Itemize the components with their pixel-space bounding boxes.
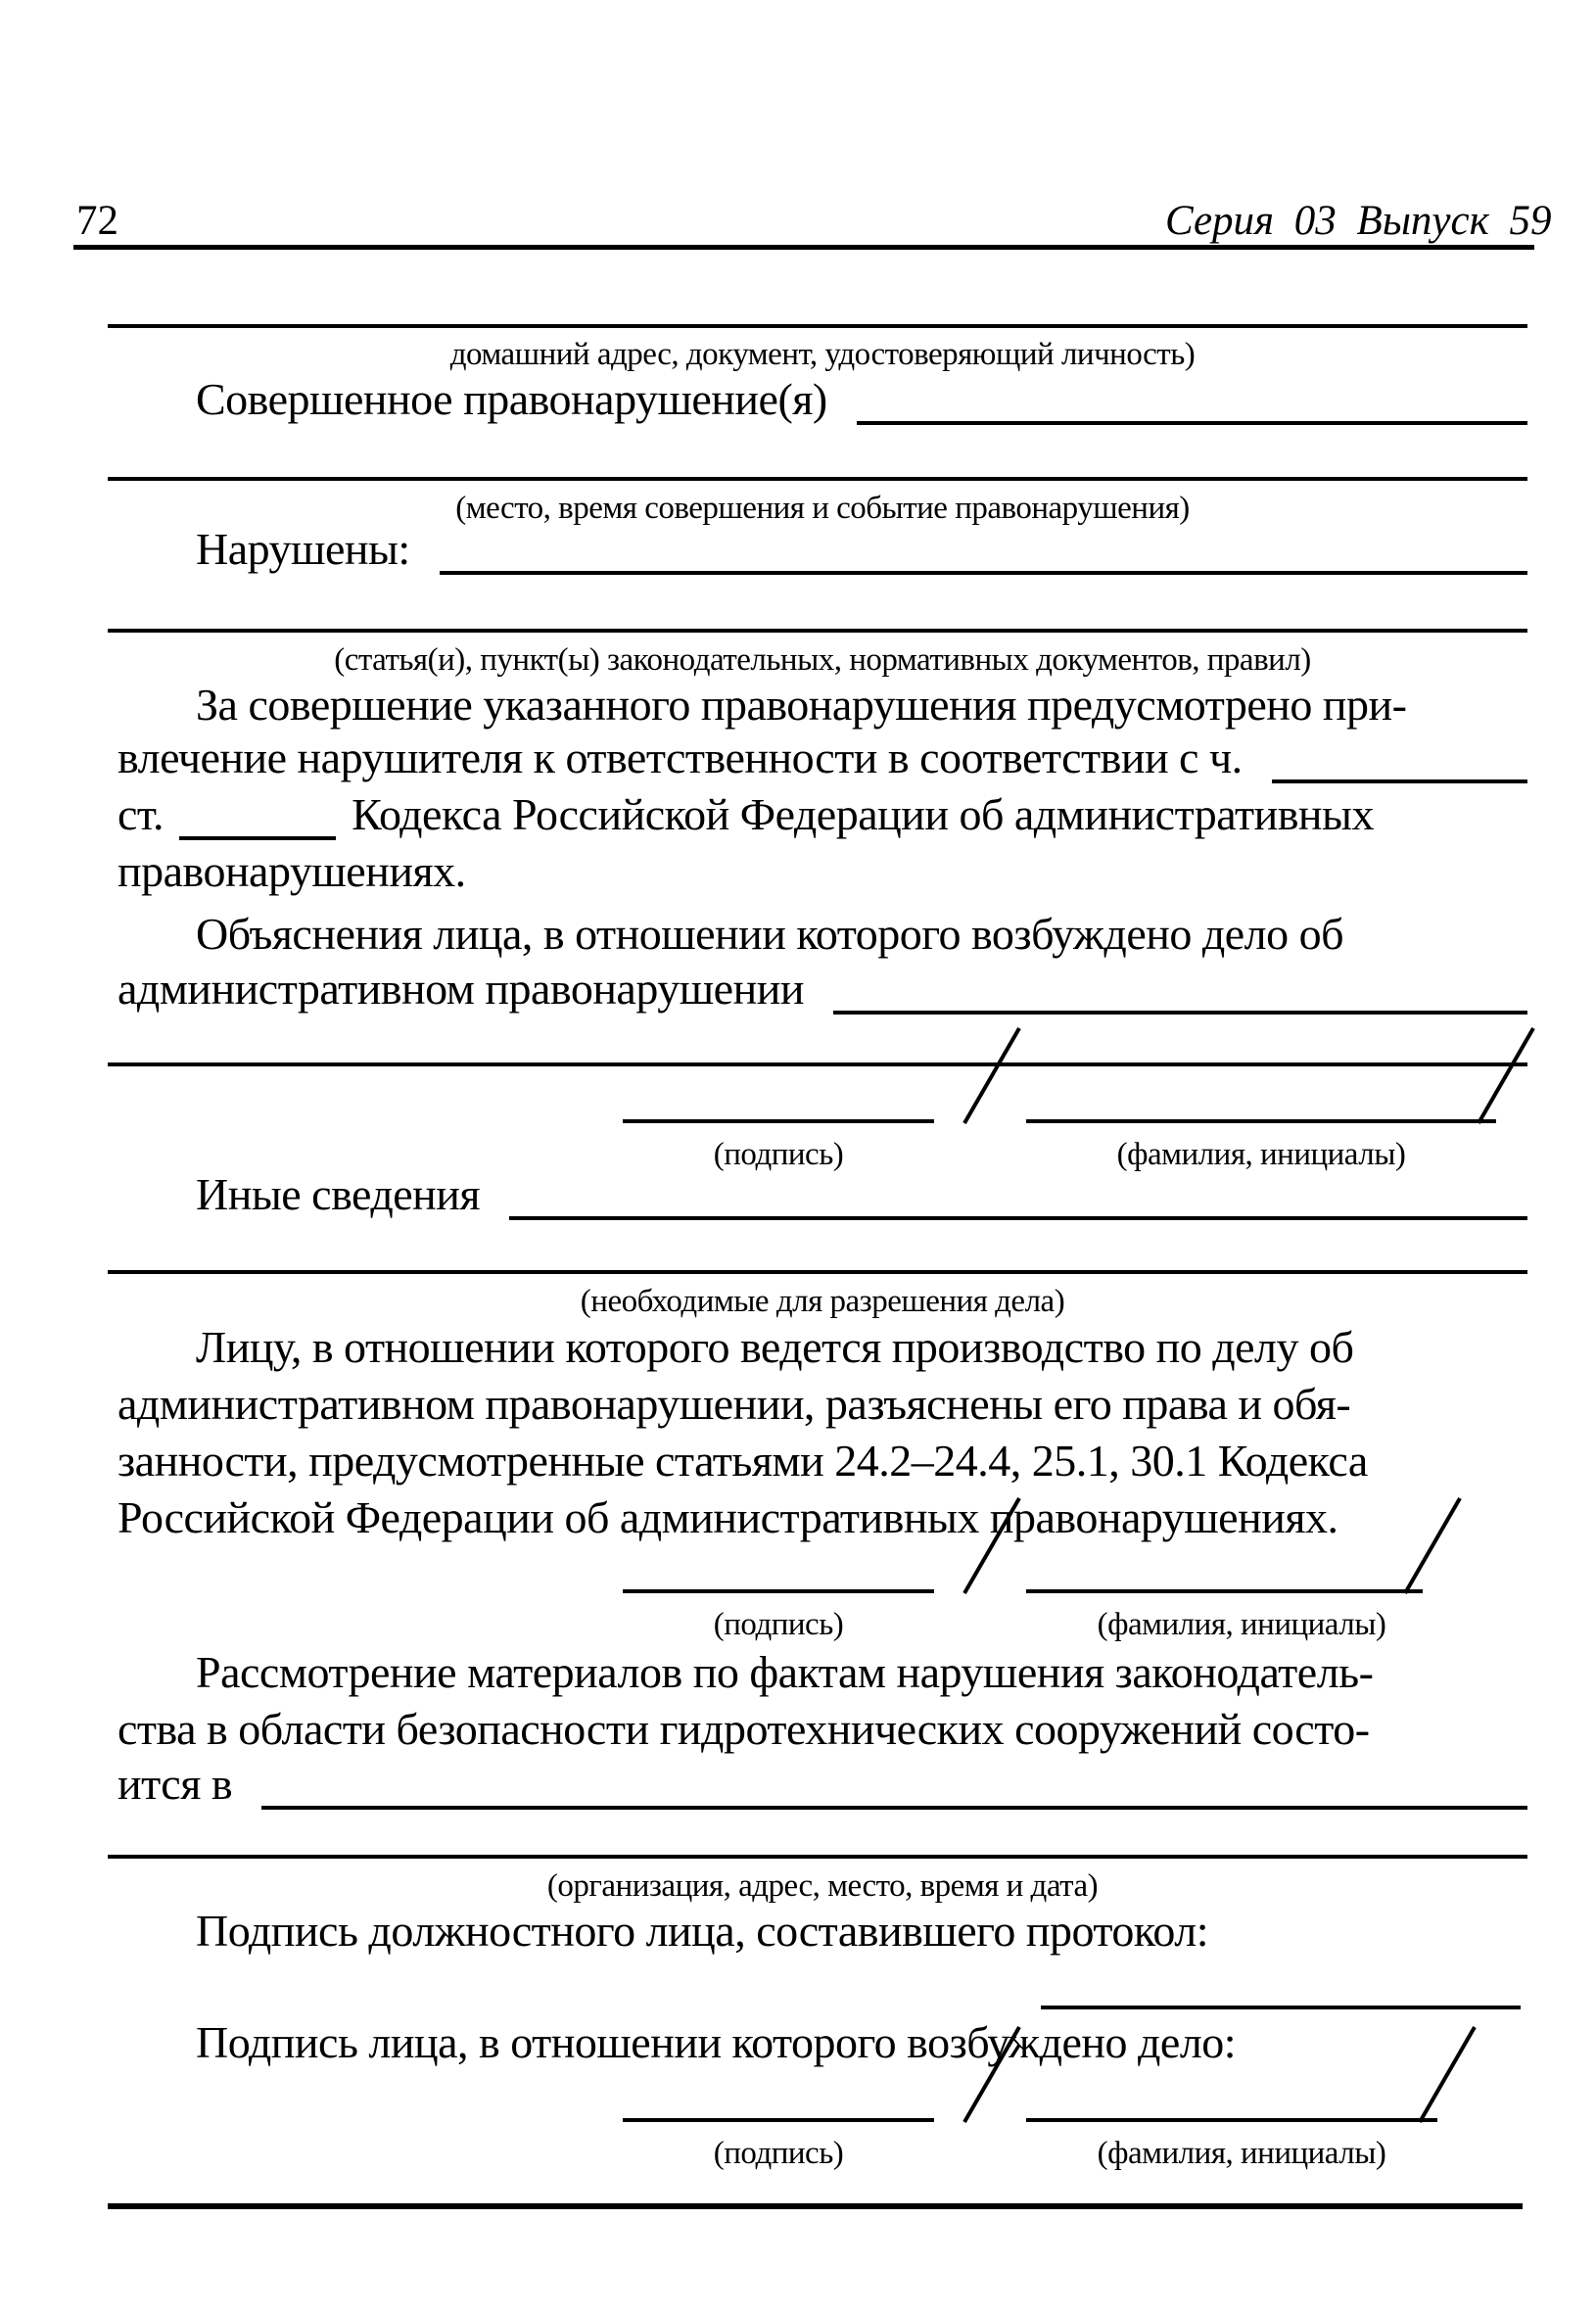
person-signature-label: Подпись лица, в отношении которого возбуждено дело:	[196, 2017, 1237, 2067]
signature2-sign-line	[623, 1589, 934, 1593]
liability-line3-post: Кодекса Российской Федерации об административных	[352, 789, 1374, 839]
blank-line-case	[108, 1270, 1527, 1274]
review-line1: Рассмотрение материалов по фактам нарушения законодатель-	[196, 1647, 1374, 1697]
liability-line4: правонарушениях.	[117, 846, 466, 896]
committed-offense-blank	[857, 370, 1527, 425]
review-place-blank	[261, 1755, 1527, 1810]
liability-line2-row	[117, 732, 1527, 783]
field-committed-offense	[196, 374, 1527, 425]
signature1-name-caption: (фамилия, инициалы)	[1116, 1137, 1406, 1172]
rights-line4: Российской Федерации об административных правонарушениях.	[117, 1492, 1338, 1542]
committed-offense-label: Совершенное правонарушение(я)	[196, 374, 827, 424]
review-line3: ится в	[117, 1759, 233, 1809]
bottom-blank-line	[108, 2203, 1523, 2209]
signature2-name-caption: (фамилия, инициалы)	[1097, 1607, 1386, 1642]
review-line3-row	[117, 1759, 1527, 1810]
signature1-name-line	[1026, 1119, 1496, 1123]
field-violated	[196, 524, 1527, 575]
official-signature-blank	[1041, 2006, 1521, 2009]
violated-label: Нарушены:	[196, 524, 410, 574]
signature3-name-caption: (фамилия, инициалы)	[1097, 2136, 1386, 2171]
official-signature-label: Подпись должностного лица, составившего протокол:	[196, 1906, 1209, 1956]
caption-identity: домашний адрес, документ, удостоверяющий личность)	[449, 337, 1196, 372]
liability-line3-row	[117, 789, 1527, 840]
other-info-blank	[509, 1165, 1527, 1220]
liability-line1: За совершение указанного правонарушения предусмотрено при-	[196, 680, 1407, 730]
signature1-sign-line	[623, 1119, 934, 1123]
part-number-blank	[1272, 729, 1527, 783]
blank-line-place	[108, 477, 1527, 481]
slash-separator	[962, 1027, 1020, 1124]
blank-line-org	[108, 1855, 1527, 1859]
signature2-sign-caption: (подпись)	[713, 1607, 844, 1642]
blank-line-identity	[108, 324, 1527, 328]
caption-case: (необходимые для разрешения дела)	[580, 1284, 1065, 1319]
slash-end-mark	[1418, 2026, 1476, 2123]
rights-line1: Лицу, в отношении которого ведется производство по делу об	[196, 1322, 1354, 1372]
explanations-continuation-line	[108, 1062, 1527, 1066]
rights-line3: занности, предусмотренные статьями 24.2–24.4, 25.1, 30.1 Кодекса	[117, 1436, 1368, 1486]
signature3-sign-caption: (подпись)	[713, 2136, 844, 2171]
slash-end-mark	[1477, 1027, 1534, 1124]
caption-articles: (статья(и), пункт(ы) законодательных, нормативных документов, правил)	[334, 642, 1311, 678]
explanations-line2: административном правонарушении	[117, 964, 804, 1014]
liability-line2: влечение нарушителя к ответственности в соответствии с ч.	[117, 732, 1243, 782]
caption-org: (организация, адрес, место, время и дата)	[546, 1868, 1099, 1904]
blank-line-articles	[108, 629, 1527, 633]
field-other-info	[196, 1169, 1527, 1220]
signature1-sign-caption: (подпись)	[713, 1137, 844, 1172]
article-number-blank	[179, 785, 336, 840]
explanations-line2-row	[117, 964, 1527, 1015]
violated-blank	[440, 520, 1527, 575]
signature3-name-line	[1026, 2118, 1437, 2122]
liability-line3-pre: ст.	[117, 789, 164, 839]
explanations-blank	[833, 960, 1527, 1015]
slash-end-mark	[1403, 1497, 1461, 1594]
rights-line2: административном правонарушении, разъяснены его права и обя-	[117, 1379, 1351, 1429]
signature2-name-line	[1026, 1589, 1423, 1593]
other-info-label: Иные сведения	[196, 1169, 481, 1219]
header-rule	[73, 245, 1534, 250]
header-series-issue: Серия 03 Выпуск 59	[1165, 198, 1552, 244]
page-number: 72	[76, 198, 118, 244]
signature3-sign-line	[623, 2118, 934, 2122]
review-line2: ства в области безопасности гидротехнических сооружений состо-	[117, 1704, 1370, 1754]
explanations-line1: Объяснения лица, в отношении которого возбуждено дело об	[196, 909, 1344, 959]
caption-place: (место, время совершения и событие правонарушения)	[455, 491, 1190, 526]
